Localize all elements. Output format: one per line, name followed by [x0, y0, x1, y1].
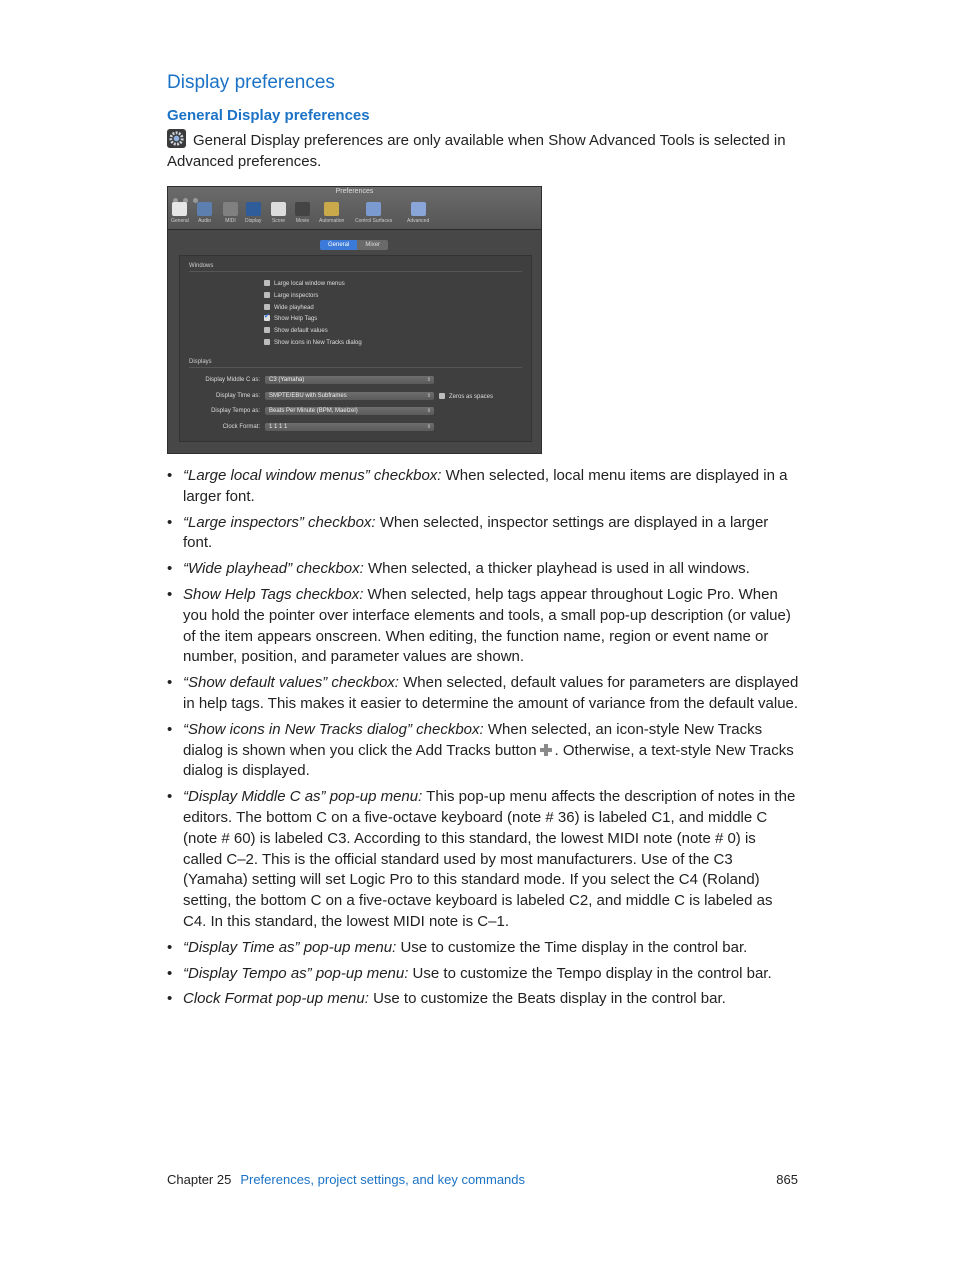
bullet-text: When selected, local menu items are displayed in a larger font. [183, 467, 788, 505]
toolbar-label: MIDI [225, 218, 236, 224]
intro-text: General Display preferences are only available when Show Advanced Tools is selected in Advanced preferences. [167, 132, 786, 170]
clock-format-popup: 1 1 1 1 ⇕ [265, 423, 434, 431]
toolbar-audio [197, 202, 212, 224]
checkbox-large-menus: Large local window menus [264, 280, 345, 287]
bullet-text: . Otherwise, a text-style New Tracks dialog is displayed. [183, 741, 794, 780]
windows-section-label: Windows [189, 263, 214, 269]
bullet-term: “Display Middle C as” pop-up menu: [183, 788, 423, 806]
audio-icon [197, 202, 212, 216]
checkbox-default-values: Show default values [264, 327, 328, 334]
middle-c-popup: C3 (Yamaha) ⇕ [265, 376, 434, 384]
chapter-number: Chapter 25 [167, 1172, 232, 1187]
tempo-label: Display Tempo as: [211, 408, 260, 414]
bullet-text: When selected, a thicker playhead is used in all windows. [363, 560, 750, 578]
divider [189, 367, 522, 368]
toolbar-label: Control Surfaces [355, 218, 393, 224]
bullet-item [167, 989, 799, 1010]
toolbar-label: Movie [295, 218, 310, 224]
tab-segment [320, 240, 388, 250]
bullet-item [167, 938, 799, 959]
toolbar-label: Automation [319, 218, 345, 224]
advanced-gear-icon [167, 129, 186, 148]
midi-icon [223, 202, 238, 216]
toolbar-label: Audio [198, 218, 211, 224]
bullet-text: This pop-up menu affects the description of notes in the editors. The bottom C on a five-octave keyboard (note # 36) is labeled C1, and middle C (note # 60) is labeled C3. According to this standard, the lowest MIDI note (note # 0) is called C–2. This is the official standard used by most manufacturers. Use of the C3 (Yamaha) setting will set Logic Pro to this standard mode. If you select the C4 (Roland) setting, the bottom C on a five-octave keyboard is labeled C2, and middle C is labeled as C4. In this standard, the lowest MIDI note is C–1. [183, 788, 796, 930]
bullet-dot: • [167, 964, 173, 982]
bullet-item [167, 559, 799, 580]
bullet-item [167, 585, 799, 668]
bullet-term: “Show icons in New Tracks dialog” checkbox: [183, 720, 484, 738]
bullet-term: “Display Time as” pop-up menu: [183, 938, 397, 956]
tab-general: General [320, 240, 357, 250]
bullet-item [167, 787, 799, 933]
window-title: Preferences [335, 188, 374, 195]
intro-paragraph [167, 129, 787, 172]
middle-c-label: Display Middle C as: [205, 377, 260, 383]
bullet-term: “Show default values” checkbox: [183, 674, 399, 692]
bullet-dot: • [167, 938, 173, 956]
bullet-dot: • [167, 674, 173, 692]
checkbox-large-inspectors: Large inspectors [264, 292, 318, 299]
toolbar-label: Advanced [407, 218, 430, 224]
bullet-list [167, 466, 799, 1015]
bullet-text: When selected, help tags appear throughout Logic Pro. When you hold the pointer over interface elements and tools, a small pop-up description (or value) of the item appears onscreen. When editing, the function name, region or event name or number, position, and parameter values are shown. [183, 585, 791, 666]
toolbar-score [271, 202, 286, 224]
bullet-item [167, 720, 799, 782]
checkbox-wide-playhead: Wide playhead [264, 304, 314, 311]
bullet-term: “Display Tempo as” pop-up menu: [183, 964, 409, 982]
score-icon [271, 202, 286, 216]
page-number: 865 [776, 1172, 798, 1187]
advanced-icon [411, 202, 426, 216]
general-icon [172, 202, 187, 216]
settings-panel [179, 255, 532, 442]
toolbar-display [245, 202, 261, 224]
bullet-dot: • [167, 990, 173, 1008]
toolbar-automation [319, 202, 344, 224]
toolbar-label: General [171, 218, 189, 224]
clock-format-label: Clock Format: [222, 424, 260, 430]
bullet-term: Clock Format pop-up menu: [183, 990, 369, 1008]
toolbar-advanced [407, 202, 429, 224]
bullet-text: When selected, an icon-style New Tracks dialog is shown when you click the Add Tracks button [183, 720, 763, 759]
bullet-term: Show Help Tags checkbox: [183, 585, 364, 603]
bullet-term: “Large local window menus” checkbox: [183, 467, 442, 484]
add-tracks-plus-icon [539, 743, 553, 757]
subsection-heading: General Display preferences [167, 107, 370, 124]
window-toolbar [168, 187, 541, 230]
bullet-dot: • [167, 560, 173, 578]
tab-mixer: Mixer [357, 240, 388, 250]
bullet-dot: • [167, 513, 173, 531]
bullet-dot: • [167, 720, 173, 738]
toolbar-label: Score [271, 218, 286, 224]
bullet-text: When selected, inspector settings are displayed in a larger font. [183, 513, 769, 552]
toolbar-general [171, 202, 189, 224]
page-footer [167, 1172, 798, 1187]
divider [189, 271, 522, 272]
checkbox-help-tags: ✔Show Help Tags [264, 315, 317, 322]
bullet-dot: • [167, 467, 173, 484]
checkbox-icons-new-tracks: Show icons in New Tracks dialog [264, 339, 362, 346]
control-surfaces-icon [366, 202, 381, 216]
bullet-item [167, 466, 799, 508]
section-heading: Display preferences [167, 72, 335, 93]
bullet-term: “Wide playhead” checkbox: [183, 560, 364, 578]
movie-icon [295, 202, 310, 216]
bullet-dot: • [167, 788, 173, 806]
bullet-item [167, 964, 799, 985]
automation-icon [324, 202, 339, 216]
toolbar-label: Display [245, 218, 262, 224]
checkbox-zeros-as-spaces: Zeros as spaces [439, 393, 493, 400]
bullet-text: Use to customize the Beats display in the control bar. [368, 990, 726, 1008]
bullet-text: Use to customize the Tempo display in the control bar. [408, 964, 772, 982]
bullet-text: When selected, default values for parameters are displayed in help tags. This makes it easier to determine the amount of variance from the default value. [183, 674, 799, 712]
preferences-window-screenshot [167, 186, 542, 454]
bullet-dot: • [167, 585, 173, 603]
toolbar-control-surfaces [355, 202, 392, 224]
displays-section-label: Displays [189, 359, 212, 365]
toolbar-midi [223, 202, 238, 224]
toolbar-movie [295, 202, 310, 224]
display-icon [246, 202, 261, 216]
bullet-item [167, 673, 799, 715]
tempo-popup: Beats Per Minute (BPM, Maelzel) ⇕ [265, 407, 434, 415]
bullet-term: “Large inspectors” checkbox: [183, 513, 376, 531]
bullet-item [167, 513, 799, 555]
chapter-title-link[interactable]: Preferences, project settings, and key commands [240, 1172, 526, 1187]
time-label: Display Time as: [215, 393, 260, 399]
time-popup: SMPTE/EBU with Subframes ⇕ [265, 392, 434, 400]
bullet-text: Use to customize the Time display in the control bar. [396, 938, 748, 956]
